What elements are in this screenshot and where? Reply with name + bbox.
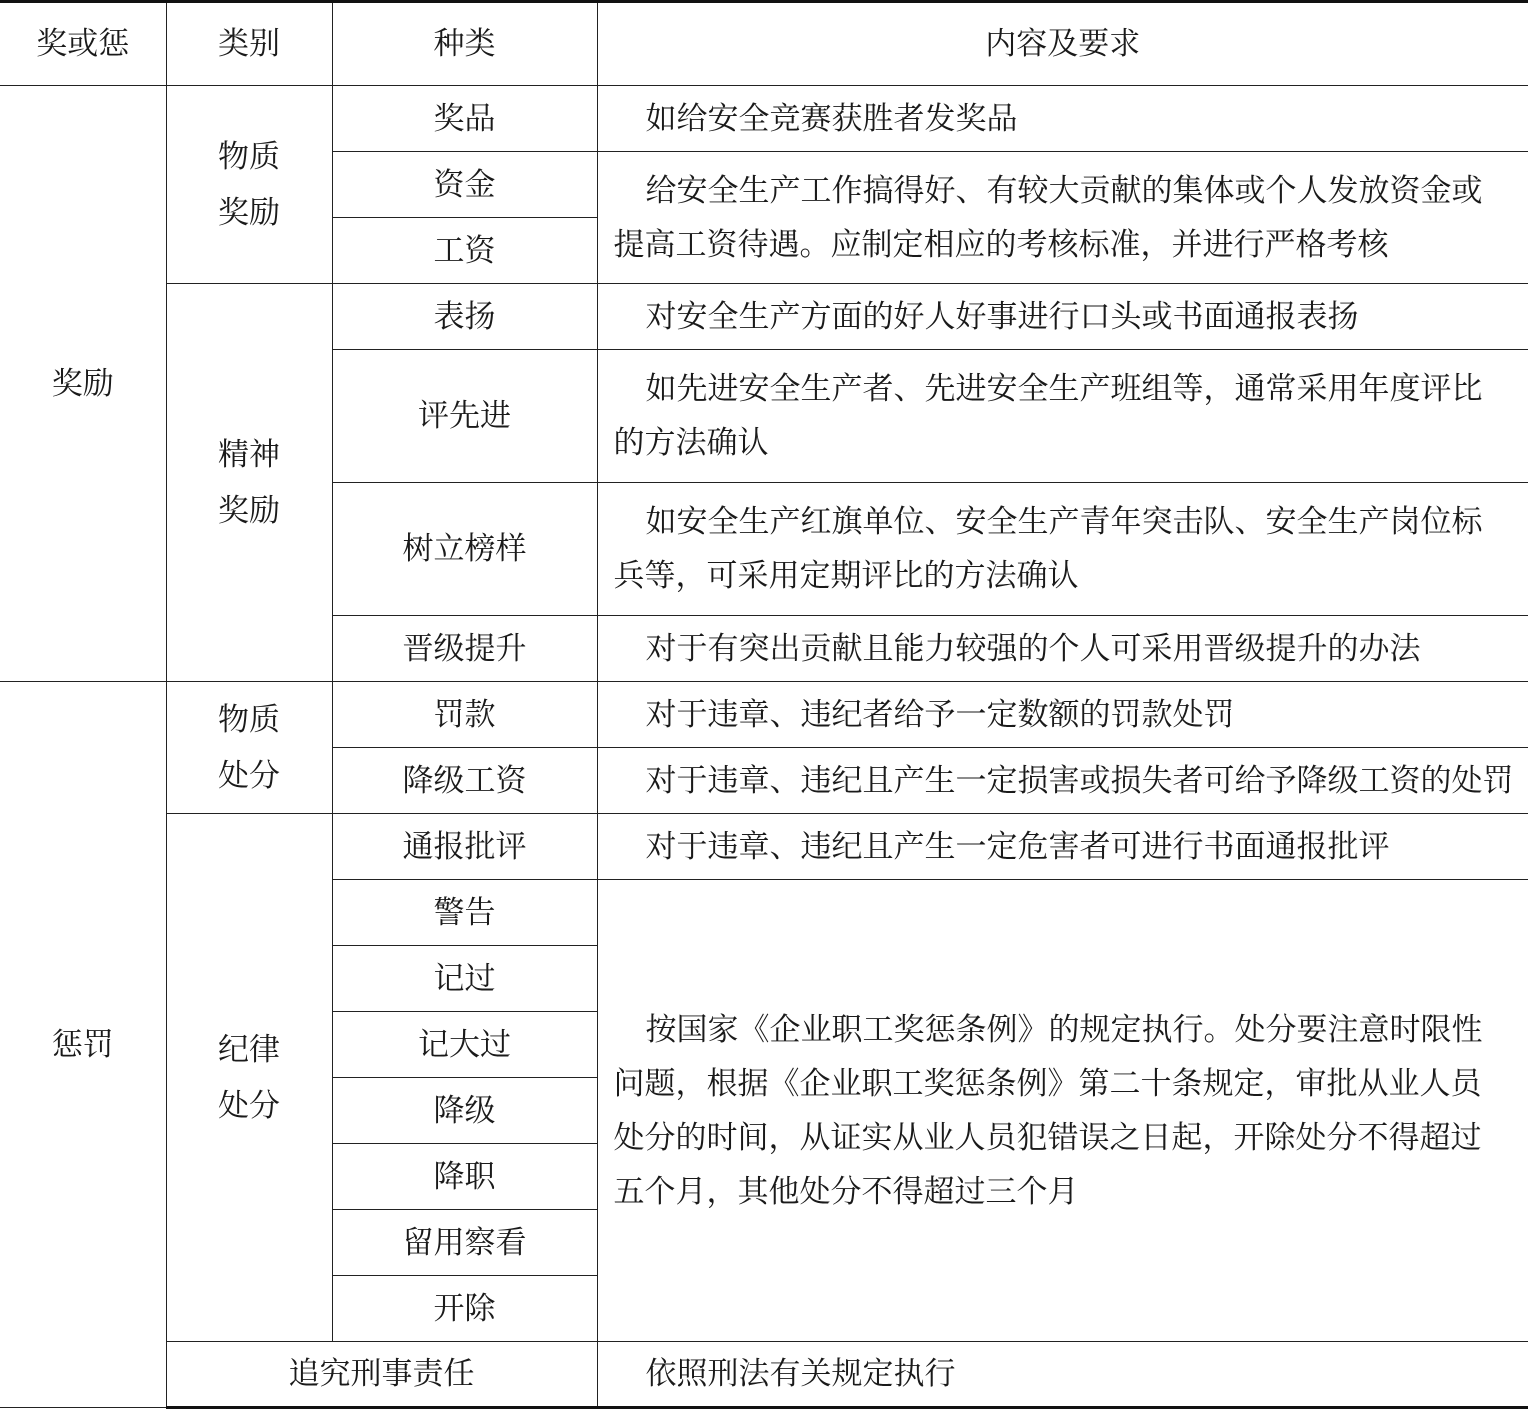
kind-probation: 留用察看 [332,1210,597,1276]
table-row [0,86,1528,152]
content-fine: 对于违章、违纪者给予一定数额的罚款处罚 [645,696,1235,733]
header-reward-or-punish: 奖或惩 [0,2,166,86]
reward-spiritual-category: 精神奖励 [218,436,280,529]
kind-notice-criticism: 通报批评 [332,814,597,880]
content-wage-demotion: 对于违章、违纪且产生一定损害或损失者可给予降级工资的处罚 [645,762,1514,799]
kind-warning: 警告 [332,880,597,946]
content-promotion: 对于有突出贡献且能力较强的个人可采用晋级提升的办法 [645,630,1421,667]
content-money: 给安全生产工作搞得好、有较大贡献的集体或个人发放资金或提高工资待遇。应制定相应的考核标准，并进行严格考核 [613,172,1483,263]
content-cell [597,880,1528,1342]
punish-material-category: 物质处分 [218,701,280,794]
kind-demerit: 记过 [332,946,597,1012]
kind-major-demerit: 记大过 [332,1012,597,1078]
punish-material-category-cell [166,682,332,814]
kind-praise: 表扬 [332,284,597,350]
content-praise: 对安全生产方面的好人好事进行口头或书面通报表扬 [645,298,1359,335]
header-content: 内容及要求 [597,2,1528,86]
kind-promotion: 晋级提升 [332,616,597,682]
kind-wage-demotion: 降级工资 [332,748,597,814]
table-row [0,814,1528,880]
content-cell [597,152,1528,284]
content-cell [597,350,1528,483]
content-cell [597,1342,1528,1408]
kind-dismissal: 开除 [332,1276,597,1342]
content-advanced: 如先进安全生产者、先进安全生产班组等，通常采用年度评比的方法确认 [613,371,1483,461]
reward-spiritual-category-cell [166,284,332,682]
content-cell [597,748,1528,814]
table-header-row [0,2,1528,86]
punish-label-cell [0,682,166,1408]
content-model: 如安全生产红旗单位、安全生产青年突击队、安全生产岗位标兵等，可采用定期评比的方法确认 [613,504,1483,594]
reward-material-category-cell [166,86,332,284]
kind-wage: 工资 [332,218,597,284]
punish-label: 惩罚 [51,1026,114,1063]
punish-discipline-category: 纪律处分 [218,1031,280,1124]
kind-position-demotion: 降职 [332,1144,597,1210]
content-discipline: 按国家《企业职工奖惩条例》的规定执行。处分要注意时限性问题，根据《企业职工奖惩条例》第二十条规定，审批从业人员处分的时间，从证实从业人员犯错误之日起，开除处分不得超过五个月，其他处分不得超过三个月 [613,1011,1483,1210]
table-row [0,284,1528,350]
table-row [0,682,1528,748]
kind-model: 树立榜样 [332,483,597,616]
kind-money: 资金 [332,152,597,218]
reward-material-category: 物质奖励 [218,138,280,231]
content-cell [597,616,1528,682]
kind-advanced: 评先进 [332,350,597,483]
header-kind: 种类 [332,2,597,86]
content-cell [597,483,1528,616]
content-notice-criticism: 对于违章、违纪且产生一定危害者可进行书面通报批评 [645,828,1390,865]
content-cell [597,814,1528,880]
content-cell [597,284,1528,350]
reward-label: 奖励 [51,365,114,402]
kind-prize: 奖品 [332,86,597,152]
table-row [0,1342,1528,1408]
content-cell [597,86,1528,152]
reward-label-cell [0,86,166,682]
content-cell [597,682,1528,748]
content-prize: 如给安全竞赛获胜者发奖品 [645,100,1018,137]
header-category: 类别 [166,2,332,86]
kind-grade-demotion: 降级 [332,1078,597,1144]
content-criminal: 依照刑法有关规定执行 [645,1356,956,1392]
punish-discipline-category-cell [166,814,332,1342]
kind-fine: 罚款 [332,682,597,748]
kind-criminal: 追究刑事责任 [166,1342,597,1408]
